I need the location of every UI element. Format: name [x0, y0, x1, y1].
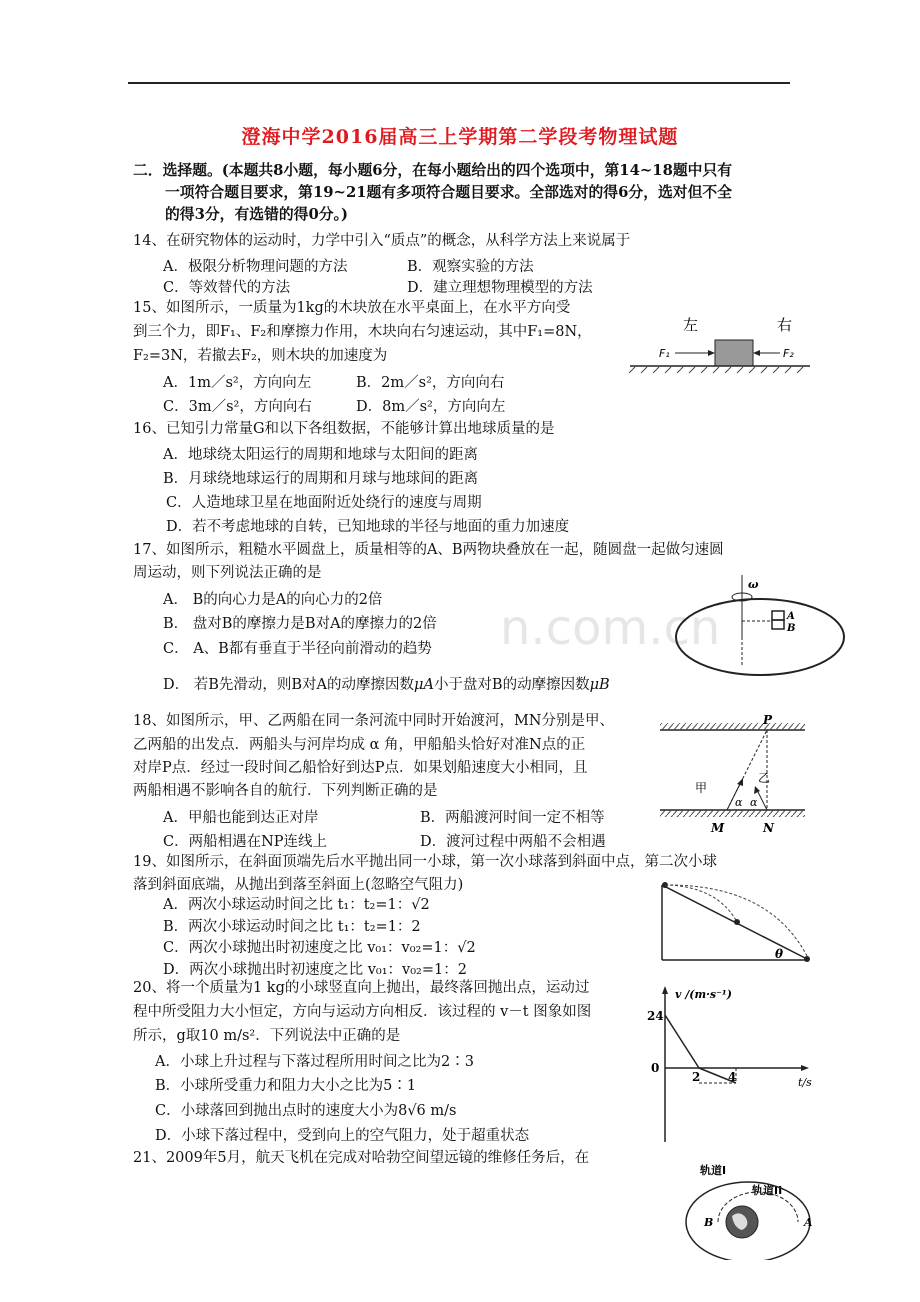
- q19-stem-2: 落到斜面底端，从抛出到落至斜面上(忽略空气阻力): [133, 877, 464, 893]
- q19-option-b: B．两次小球运动时间之比 t₁：t₂=1：2: [163, 919, 421, 935]
- q19-trajectory-1: [665, 885, 737, 922]
- q18-fig-p: P: [763, 713, 773, 727]
- q20-option-c: C．小球落回到抛出点时的速度大小为8√6 m/s: [155, 1103, 457, 1119]
- header-rule: [128, 82, 790, 84]
- q15-fig-left-label: 左: [683, 316, 699, 334]
- q17-stem-1: 17、如图所示，粗糙水平圆盘上，质量相等的A、B两物块叠放在一起，随圆盘一起做匀速圆: [133, 542, 724, 558]
- q18-yi-arrow: [757, 790, 767, 810]
- watermark: n.com.cn: [500, 600, 721, 656]
- q20-stem-1: 20、将一个质量为1 kg的小球竖直向上抛出，最终落回抛出点，运动过: [133, 980, 590, 996]
- q17-option-a: A． B的向心力是A的向心力的2倍: [163, 592, 383, 608]
- q20-stem-3: 所示，g取10 m/s²．下列说法中正确的是: [133, 1028, 401, 1044]
- q15-stem-3: F₂=3N，若撤去F₂，则木块的加速度为: [133, 348, 388, 364]
- q14-option-b: B．观察实验的方法: [407, 259, 534, 275]
- q15-stem-2: 到三个力，即F₁、F₂和摩擦力作用，木块向右匀速运动，其中F₁=8N，: [133, 324, 592, 340]
- q18-option-d: D．渡河过程中两船不会相遇: [420, 834, 606, 850]
- q17-disk-figure: [672, 567, 852, 682]
- q20-fig-2: 2: [692, 1070, 701, 1084]
- q17-block-b: [772, 620, 784, 629]
- q20-line-up: [665, 1015, 699, 1068]
- q18-stem-2: 乙两船的出发点．两船头与河岸均成 α 角，甲船船头恰好对准N点的正: [133, 737, 586, 753]
- q18-jia-arrowhead: [737, 778, 743, 786]
- q17-option-d-part1: D． 若B先滑动，则B对A的动摩擦因数: [163, 677, 415, 693]
- q14-stem: 14、在研究物体的运动时，力学中引入“质点”的概念，从科学方法上来说属于: [133, 233, 631, 249]
- q15-option-b: B．2m／s²，方向向右: [356, 375, 505, 391]
- q15-f2-arrowhead: [753, 350, 760, 356]
- q18-fig-alpha-2: α: [750, 796, 758, 809]
- q17-stem-2: 周运动，则下列说法正确的是: [133, 565, 322, 581]
- q17-fig-b: B: [787, 623, 796, 634]
- page-title: 澄海中学2016届高三上学期第二学段考物理试题: [241, 126, 679, 148]
- q18-yi-arrowhead: [754, 786, 760, 794]
- q20-fig-0: 0: [651, 1061, 660, 1075]
- q16-option-b: B．月球绕地球运行的周期和月球与地球间的距离: [163, 471, 479, 487]
- q15-option-c: C．3m／s²，方向向右: [163, 399, 312, 415]
- q15-option-d: D．8m／s²，方向向左: [356, 399, 506, 415]
- q18-fig-yi: 乙: [758, 771, 771, 785]
- q14-option-c: C．等效替代的方法: [163, 280, 291, 296]
- q17-block-a: [772, 611, 784, 620]
- q15-block-figure: [625, 310, 815, 382]
- q18-near-bank-hatch: [660, 810, 805, 817]
- q16-option-c: C．人造地球卫星在地面附近处绕行的速度与周期: [166, 495, 482, 511]
- q15-stem-1: 15、如图所示，一质量为1kg的木块放在水平桌面上，在水平方向受: [133, 300, 571, 316]
- q21-orbit-figure: [680, 1160, 830, 1260]
- q17-option-d-part2: 小于盘对B的动摩擦因数: [433, 677, 590, 693]
- q17-fig-omega: ω: [748, 578, 759, 591]
- q16-option-a: A．地球绕太阳运行的周期和地球与太阳间的距离: [163, 447, 478, 463]
- q18-river-figure: [655, 710, 815, 835]
- q18-stem-4: 两船相遇不影响各自的航行．下列判断正确的是: [133, 783, 438, 799]
- q18-fig-jia: 甲: [695, 781, 708, 795]
- q17-disk: [676, 599, 844, 675]
- q14-option-a: A．极限分析物理问题的方法: [163, 259, 348, 275]
- q15-fig-f1: F₁: [659, 347, 670, 360]
- q18-fig-m: M: [711, 821, 725, 835]
- q15-fig-f2: F₂: [783, 347, 794, 360]
- q20-vt-graph: [645, 982, 825, 1152]
- q18-stem-1: 18、如图所示，甲、乙两船在同一条河流中同时开始渡河，MN分别是甲、: [133, 713, 614, 729]
- q18-option-a: A．甲船也能到达正对岸: [163, 810, 319, 826]
- q21-fig-orbit1: 轨道I: [700, 1164, 727, 1177]
- q14-option-d: D．建立理想物理模型的方法: [407, 280, 593, 296]
- q19-ball-mid: [734, 919, 740, 925]
- q17-mu-a: μA: [414, 677, 434, 693]
- q20-stem-2: 程中所受阻力大小恒定，方向与运动方向相反．该过程的 v－t 图象如图: [133, 1004, 592, 1020]
- q20-t-axis-arrow: [801, 1065, 809, 1071]
- q17-option-b: B． 盘对B的摩擦力是B对A的摩擦力的2倍: [163, 616, 437, 632]
- q18-far-bank-hatch: [660, 723, 805, 730]
- q18-stem-3: 对岸P点．经过一段时间乙船恰好到达P点．如果划船速度大小相同，且: [133, 760, 588, 776]
- section-cont-2: 的得3分，有选错的得0分。): [165, 206, 348, 223]
- q15-fig-right-label: 右: [777, 316, 793, 334]
- q19-stem-1: 19、如图所示，在斜面顶端先后水平抛出同一小球，第一次小球落到斜面中点，第二次小球: [133, 854, 717, 870]
- q20-fig-v-label: v /(m·s⁻¹): [675, 988, 732, 1001]
- q18-fig-alpha-1: α: [735, 796, 743, 809]
- q19-ball-end: [804, 956, 810, 962]
- q18-option-c: C．两船相遇在NP连线上: [163, 834, 328, 850]
- q17-option-d: [163, 673, 610, 694]
- q18-fig-n: N: [763, 821, 774, 835]
- q21-fig-a: A: [804, 1216, 813, 1229]
- q17-fig-a: A: [787, 611, 795, 622]
- q15-ground-hatch: [629, 367, 803, 373]
- q18-option-b: B．两船渡河时间一定不相等: [420, 810, 605, 826]
- q21-stem-1: 21、2009年5月，航天飞机在完成对哈勃空间望远镜的维修任务后，在: [133, 1150, 590, 1166]
- q19-fig-theta: θ: [775, 947, 784, 961]
- q19-slope-figure: [657, 878, 817, 968]
- q20-option-d: D．小球下落过程中，受到向上的空气阻力，处于超重状态: [155, 1128, 530, 1144]
- q17-mu-b: μB: [589, 677, 610, 693]
- q21-fig-b: B: [704, 1216, 714, 1229]
- q15-option-a: A．1m／s²，方向向左: [163, 375, 312, 391]
- q15-block: [715, 340, 753, 366]
- q19-option-d: D．两次小球抛出时初速度之比 v₀₁：v₀₂=1：2: [163, 962, 467, 978]
- q16-option-d: D．若不考虑地球的自转，已知地球的半径与地面的重力加速度: [166, 519, 570, 535]
- q16-stem: 16、已知引力常量G和以下各组数据，不能够计算出地球质量的是: [133, 421, 555, 437]
- q20-fig-24: 24: [647, 1009, 664, 1023]
- q20-v-axis-arrow: [662, 986, 668, 994]
- q20-option-b: B．小球所受重力和阻力大小之比为5∶1: [155, 1078, 417, 1094]
- q20-option-a: A．小球上升过程与下落过程所用时间之比为2∶3: [155, 1054, 474, 1070]
- section-cont-1: 一项符合题目要求，第19~21题有多项符合题目要求。全部选对的得6分，选对但不全: [165, 184, 732, 201]
- q17-option-c: C． A、B都有垂直于半径向前滑动的趋势: [163, 641, 432, 657]
- q21-fig-orbit2: 轨道II: [752, 1184, 783, 1197]
- section-header: 二．选择题。(本题共8小题，每小题6分，在每小题给出的四个选项中，第14~18题中只有: [133, 162, 733, 179]
- q20-fig-4: 4: [728, 1070, 737, 1084]
- q15-f1-arrowhead: [708, 350, 715, 356]
- section-instructions: [133, 160, 793, 226]
- q19-option-a: A．两次小球运动时间之比 t₁：t₂=1：√2: [163, 897, 430, 913]
- q20-fig-t: t/s: [798, 1076, 812, 1089]
- q19-option-c: C．两次小球抛出时初速度之比 v₀₁：v₀₂=1：√2: [163, 940, 476, 956]
